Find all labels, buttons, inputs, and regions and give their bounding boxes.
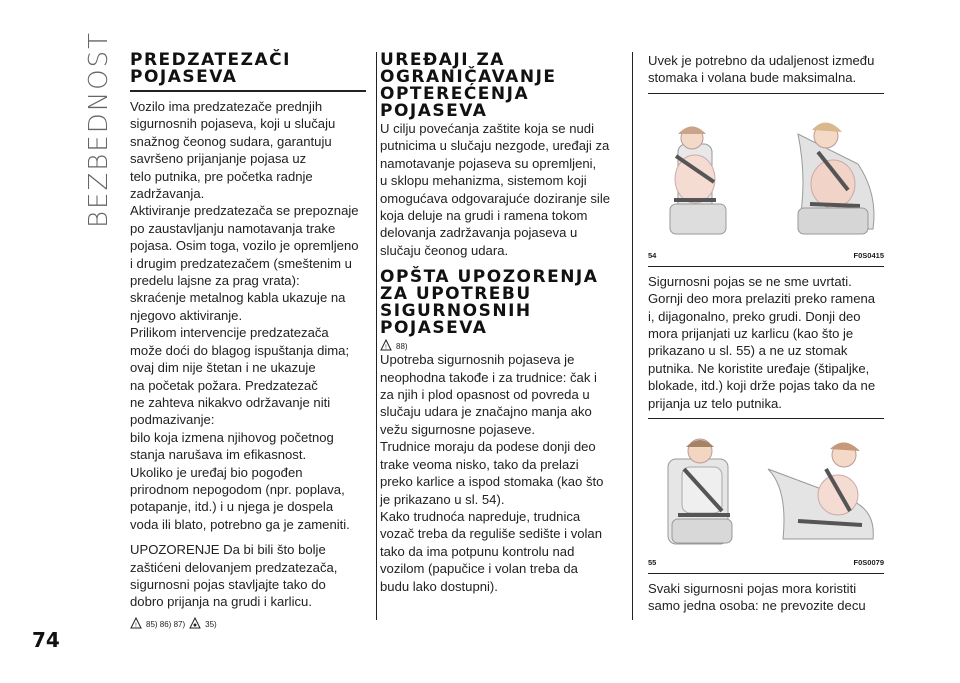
- figure-rule: [648, 266, 884, 267]
- figure-rule: [648, 573, 884, 574]
- figure-caption: [648, 251, 884, 260]
- attention-triangle-icon: [189, 617, 201, 629]
- paragraph: Svaki sigurnosni pojas mora koristiti samo jedna osoba: ne prevozite decu: [648, 581, 866, 614]
- pregnant-woman-seatbelt-illustration: [648, 104, 884, 244]
- paragraph: Sigurnosni pojas se ne sme uvrtati. Gornji deo mora prelaziti preko ramena i, dijagonalno, preko grudi. Donji deo mora prijanjati uz karlicu (kao što je prikazano u sl. 55) a ne uz stomak putnika. Ne koristite uređaje (štipaljke, blokade, itd.) koji drže pojas tako da ne prijanja uz telo putnika.: [648, 273, 876, 411]
- column-divider: [376, 52, 377, 620]
- heading-load-limiters: [380, 52, 624, 120]
- warning-paragraph: UPOZORENJE Da bi bili što bolje zaštićeni delovanjem predzatezača, sigurnosni pojas stavljajte tako do dobro prijanja na grudi i karlicu.: [130, 542, 338, 610]
- warning-triangle-icon: [380, 339, 392, 351]
- svg-text:!: !: [385, 345, 387, 352]
- warning-refs: 88): [396, 342, 408, 352]
- warning-triangle-icon: [130, 617, 142, 629]
- column-pretensioners: [130, 52, 366, 629]
- figure-55: [648, 429, 884, 567]
- warning-refs: 35): [205, 619, 217, 629]
- heading-line: POJASEVA: [380, 101, 488, 121]
- heading-pretensioners: [130, 52, 366, 86]
- heading-line: OPŠTA UPOZORENJA: [380, 267, 599, 288]
- figure-number: 55: [648, 558, 657, 568]
- figure-code: F0S0415: [853, 250, 884, 260]
- heading-line: UREĐAJI ZA: [380, 50, 505, 70]
- seatbelt-wearing-illustration: [648, 429, 884, 551]
- column-usage: [648, 52, 884, 615]
- column-load-limiters: [380, 52, 624, 595]
- paragraph: Trudnice moraju da podese donji deo trake veoma nisko, tako da prelazi preko karlice a ispod stomaka (kao što je prikazano u sl. 54).: [380, 439, 604, 507]
- column-divider: [632, 52, 633, 620]
- figure-caption: [648, 558, 884, 567]
- paragraph: Upotreba sigurnosnih pojaseva je neophodna takođe i za trudnice: čak i za njih i plod opasnost od povreda u slučaju udara je značajno manja ako vežu sigurnosne pojaseve.: [380, 352, 597, 437]
- paragraph: Aktiviranje predzatezača se prepoznaje po zaustavljanju namotavanja trake pojasa. Osim toga, vozilo je opremljeno i drugim predzatezačem (smeštenim u predelu lajsne za prag vrata): skraćenje metalnog kabla ukazuje na njegovo aktiviranje.: [130, 203, 359, 323]
- figure-number: 54: [648, 250, 657, 260]
- warning-references: [130, 617, 366, 629]
- heading-line: PREDZATEZAČI: [130, 50, 291, 70]
- paragraph: U cilju povećanja zaštite koja se nudi putnicima u slučaju nezgode, uređaji za namotavanje pojaseva su opremljeni, u sklopu mehanizma, sistemom koji omogućava odgovarajuće doziranje sile koja deluje na grudi i ramena tokom delovanja zadržavanja pojaseva u slučaju čeonog udara.: [380, 121, 611, 258]
- heading-line: OPTEREĆENJA: [380, 84, 530, 104]
- figure-code: F0S0079: [853, 558, 884, 568]
- heading-line: POJASEVA: [380, 318, 488, 339]
- heading-rule: [130, 90, 366, 92]
- paragraph: Kako trudnoća napreduje, trudnica vozač treba da reguliše sedište i volan tako da ima potpunu kontrolu nad vozilom (papučice i volan treba da budu lako dostupni).: [380, 508, 602, 594]
- heading-line: SIGURNOSNIH: [380, 301, 532, 322]
- paragraph: Prilikom intervencije predzatezača može doći do blagog ispuštanja dima; ovaj dim nije štetan i ne ukazuje na početak požara. Predzatezač ne zahteva nikakvo održavanje niti podmazivanje: bilo koja izmena njihovog početnog stanja narušava im efikasnost. Ukoliko je uređaj bio pogođen prirodnom nepogodom (npr. poplava, potapanje, itd.) i u njega je dospela voda ili blato, potrebno ga je zameniti.: [130, 325, 350, 532]
- page-number: 74: [32, 628, 60, 652]
- warning-refs: 85) 86) 87): [146, 619, 186, 629]
- heading-line: OGRANIČAVANJE: [380, 67, 557, 87]
- figure-rule: [648, 418, 884, 419]
- section-side-label: BEZBEDNOST: [84, 30, 114, 228]
- paragraph: Vozilo ima predzatezače prednjih sigurnosnih pojaseva, koji u slučaju snažnog čeonog sudara, garantuju savršeno prijanjanje pojasa uz telo putnika, pre početka radnje zadržavanja.: [130, 99, 336, 202]
- warning-references: [380, 339, 624, 351]
- figure-54: [648, 104, 884, 260]
- paragraph: Uvek je potrebno da udaljenost između stomaka i volana bude maksimalna.: [648, 53, 875, 86]
- svg-text:!: !: [135, 622, 137, 629]
- heading-general-warnings: [380, 269, 624, 337]
- heading-line: POJASEVA: [130, 67, 238, 87]
- figure-rule: [648, 93, 884, 94]
- heading-line: ZA UPOTREBU: [380, 284, 532, 305]
